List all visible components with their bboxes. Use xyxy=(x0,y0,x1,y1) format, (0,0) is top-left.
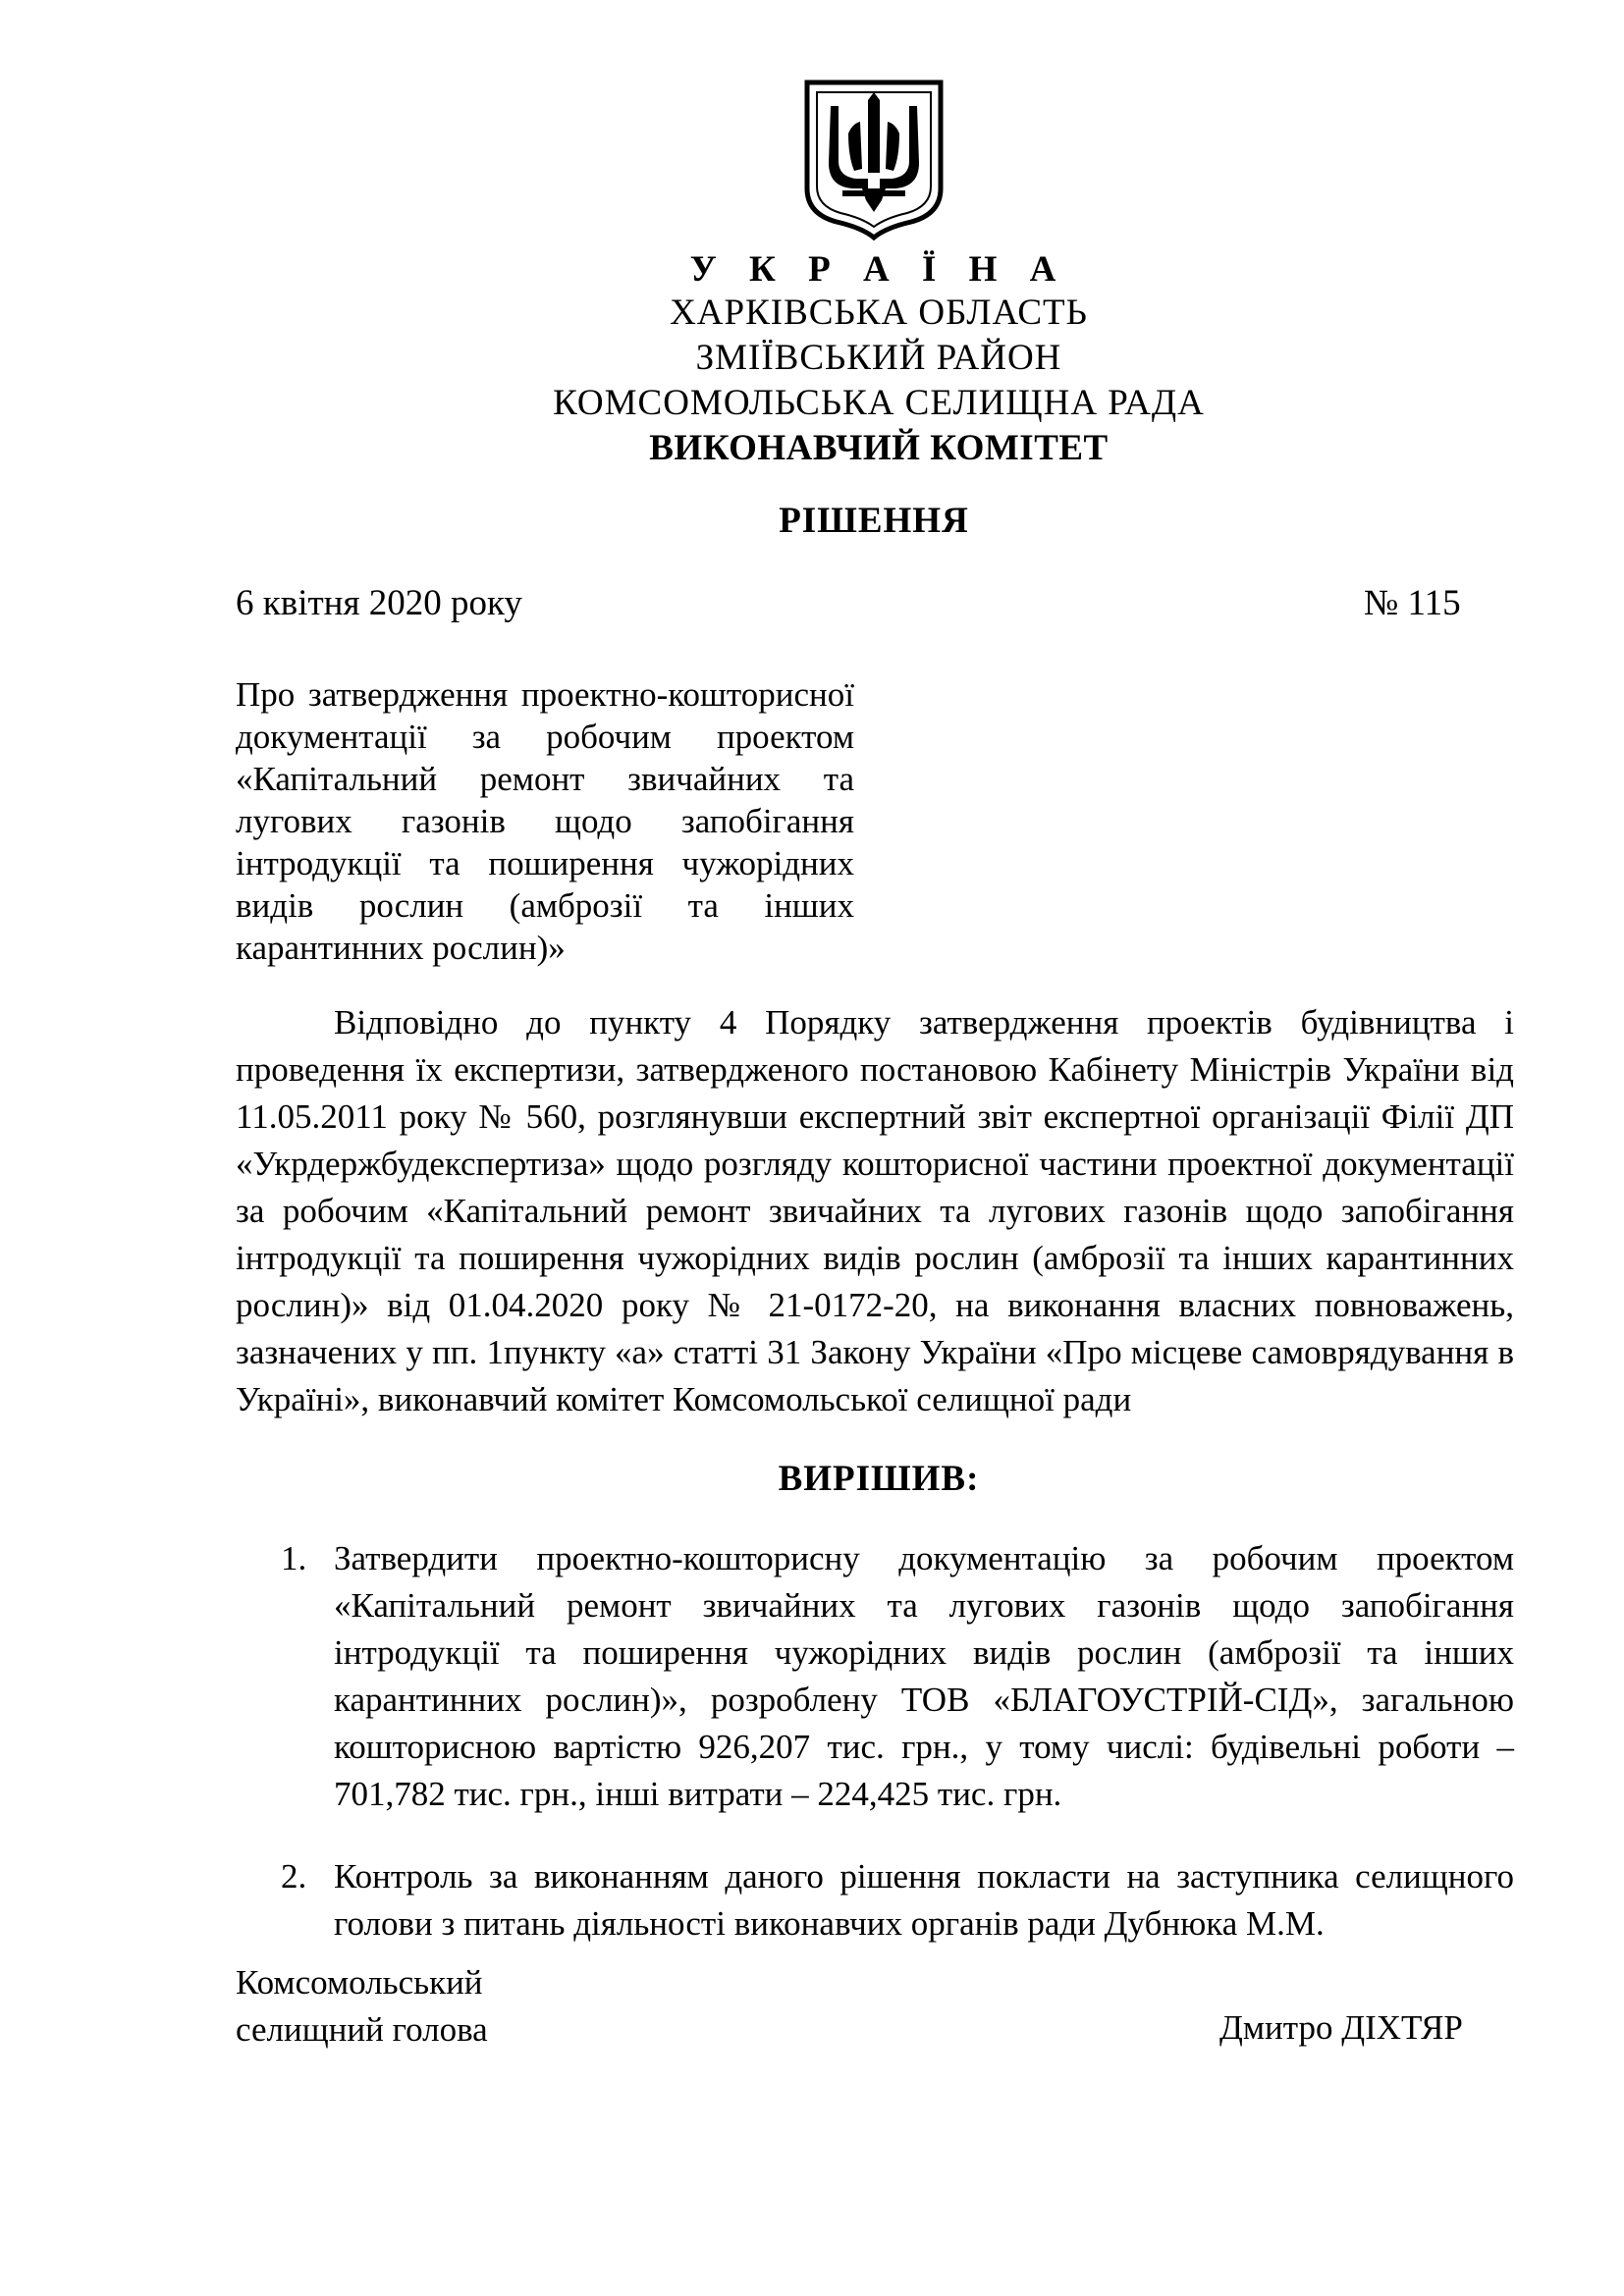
header-region: ХАРКІВСЬКА ОБЛАСТЬ xyxy=(670,293,1088,333)
signatory-name: Дмитро ДІХТЯР xyxy=(1219,2008,1463,2047)
item-number: 1. xyxy=(281,1539,307,1577)
item-text: Контроль за виконанням даного рішення покласти на заступника селищного голови з питань діяльності виконавчих органів ради Дубнюка М.М. xyxy=(334,1857,1514,1943)
decision-title: РІШЕННЯ xyxy=(779,501,969,541)
header-committee: ВИКОНАВЧИЙ КОМІТЕТ xyxy=(649,428,1109,468)
item-number: 2. xyxy=(281,1857,307,1896)
resolve-heading: ВИРІШИВ: xyxy=(778,1459,980,1499)
signatory-position-line2: селищний голова xyxy=(236,2010,488,2049)
decision-number: № 115 xyxy=(1364,583,1461,623)
resolution-item xyxy=(281,1535,1514,1818)
resolution-item xyxy=(281,1853,1514,1948)
preamble-paragraph: Відповідно до пункту 4 Порядку затвердження проектів будівництва і проведення їх експертизи, затвердженого постановою Кабінету Міністрів України від 11.05.2011 року № 560, розглянувши експертний звіт експертної організації Філії ДП «Укрдержбудекспертиза» щодо розгляду кошторисної частини проектної документації за робочим «Капітальний ремонт звичайних та лугових газонів щодо запобігання інтродукції та поширення чужорідних видів рослин (амброзії та інших карантинних рослин)» від 01.04.2020 року № 21-0172-20, на виконання власних повноважень, зазначених у пп. 1пункту «а» статті 31 Закону України «Про місцеве самоврядування в Україні», виконавчий комітет Комсомольської селищної ради xyxy=(236,1003,1514,1418)
signatory-position xyxy=(236,1959,488,2054)
decision-date: 6 квітня 2020 року xyxy=(236,583,522,623)
header-district: ЗМІЇВСЬКИЙ РАЙОН xyxy=(695,338,1062,378)
trident-emblem-icon xyxy=(803,79,945,241)
header-country: У К Р А Ї Н А xyxy=(689,249,1068,290)
header-council: КОМСОМОЛЬСЬКА СЕЛИЩНА РАДА xyxy=(553,383,1205,423)
item-text: Затвердити проектно-кошторисну документацію за робочим проектом «Капітальний ремонт звичайних та лугових газонів щодо запобігання інтродукції та поширення чужорідних видів рослин (амброзії та інших карантинних рослин)», розроблену ТОВ «БЛАГОУСТРІЙ-СІД», загальною кошторисною вартістю 926,207 тис. грн., у тому числі: будівельні роботи – 701,782 тис. грн., інші витрати – 224,425 тис. грн. xyxy=(334,1539,1514,1813)
signatory-position-line1: Комсомольський xyxy=(236,1963,483,2002)
decision-subject: Про затвердження проектно-кошторисної документації за робочим проектом «Капітальний ремонт звичайних та лугових газонів щодо запобігання інтродукції та поширення чужорідних видів рослин (амброзії та інших карантинних рослин)» xyxy=(236,675,854,967)
